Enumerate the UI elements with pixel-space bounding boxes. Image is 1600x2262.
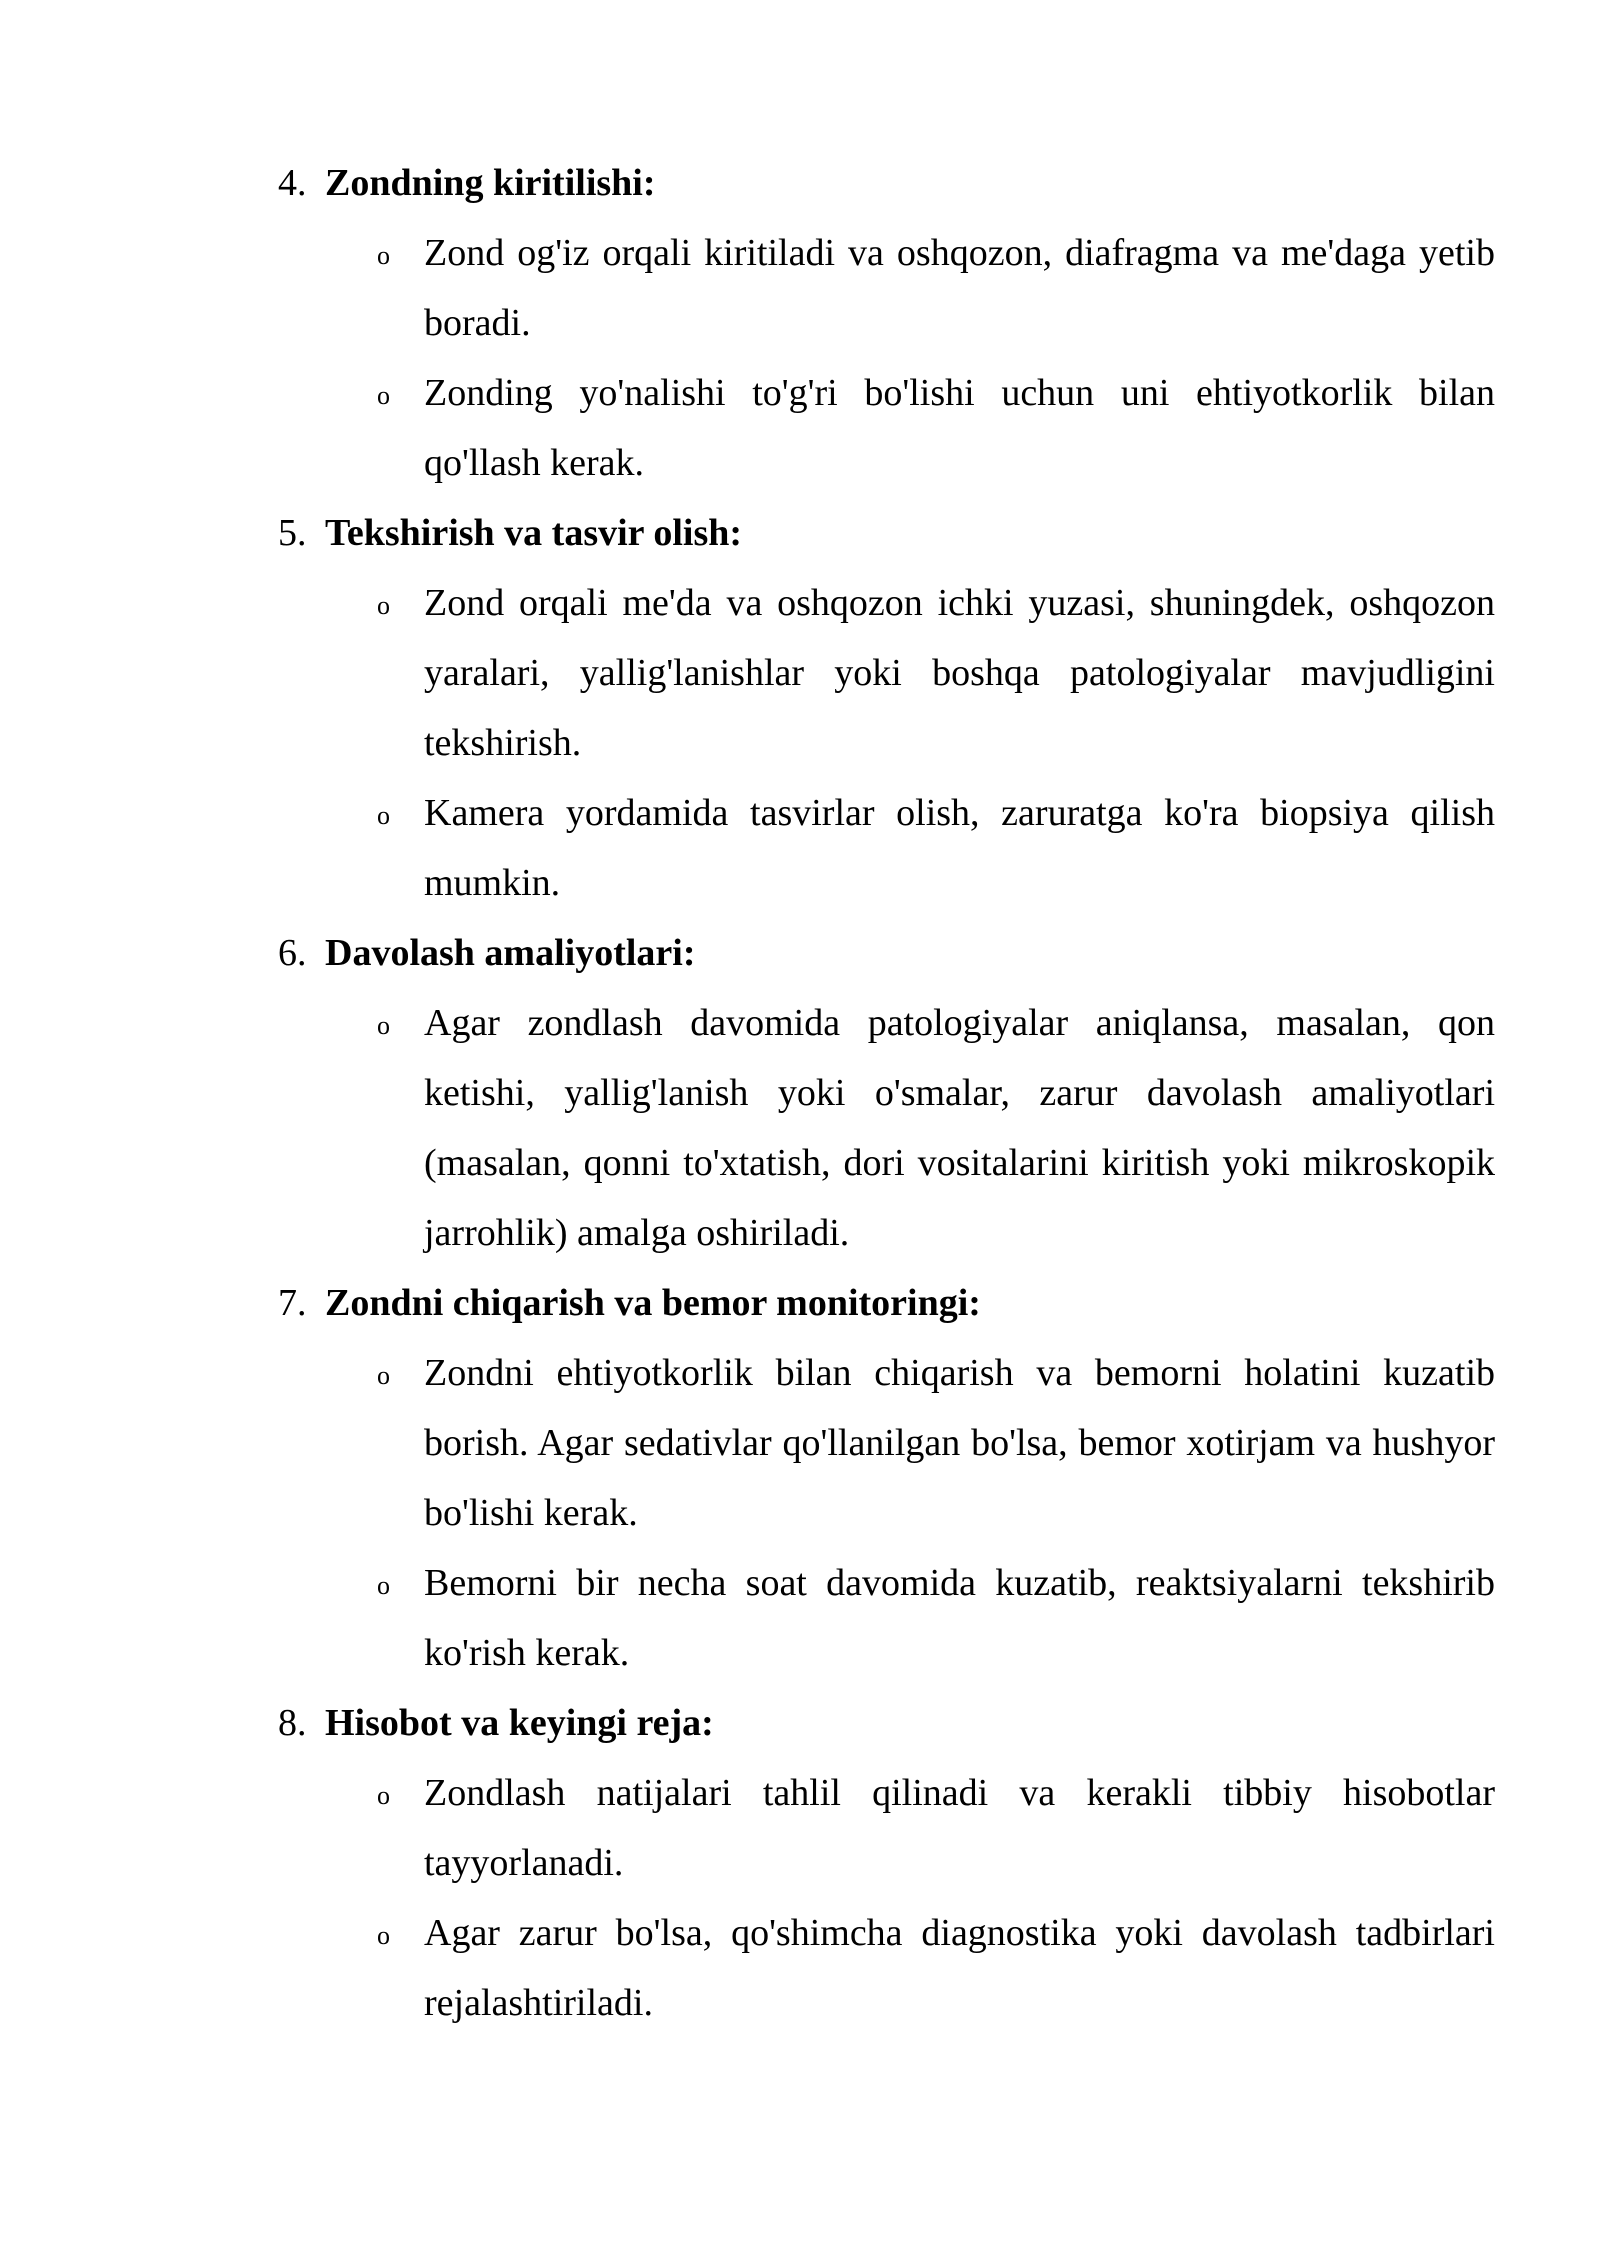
section-6 (0, 918, 1600, 1268)
bullet-marker-icon: o (377, 241, 390, 270)
list-item (377, 358, 1495, 498)
section-4 (0, 148, 1600, 498)
list-item-text: Kamera yordamida tasvirlar olish, zaruratga ko'ra biopsiya qilish mumkin. (424, 792, 1495, 904)
section-heading (278, 918, 1600, 988)
section-number: 4. (278, 162, 307, 204)
list-item-text: Zond og'iz orqali kiritiladi va oshqozon, diafragma va me'daga yetib boradi. (424, 232, 1495, 344)
list-item (377, 1758, 1495, 1898)
list-item (377, 218, 1495, 358)
section-8 (0, 1688, 1600, 2038)
section-5 (0, 498, 1600, 918)
section-heading (278, 148, 1600, 218)
list-item (377, 1548, 1495, 1688)
bullet-marker-icon: o (377, 1571, 390, 1600)
list-item-text: Agar zondlash davomida patologiyalar aniqlansa, masalan, qon ketishi, yallig'lanish yoki o'smalar, zarur davolash amaliyotlari (masalan, qonni to'xtatish, dori vositalarini kiritish yoki mikroskopik jarrohlik) amalga oshiriladi. (424, 1002, 1495, 1254)
section-number: 7. (278, 1282, 307, 1324)
list-item (377, 1338, 1495, 1548)
bullet-marker-icon: o (377, 381, 390, 410)
section-title: Davolash amaliyotlari: (325, 932, 696, 974)
list-item-text: Zond orqali me'da va oshqozon ichki yuzasi, shuningdek, oshqozon yaralari, yallig'lanishlar yoki boshqa patologiyalar mavjudligini tekshirish. (424, 582, 1495, 764)
section-number: 5. (278, 512, 307, 554)
section-title: Zondning kiritilishi: (325, 162, 656, 204)
list-item-text: Zondni ehtiyotkorlik bilan chiqarish va bemorni holatini kuzatib borish. Agar sedativlar qo'llanilgan bo'lsa, bemor xotirjam va hushyor bo'lishi kerak. (424, 1352, 1495, 1534)
list-item (377, 568, 1495, 778)
section-number: 6. (278, 932, 307, 974)
section-heading (278, 498, 1600, 568)
list-item (377, 778, 1495, 918)
document-page (0, 148, 1600, 2038)
section-7 (0, 1268, 1600, 1688)
bullet-marker-icon: o (377, 1921, 390, 1950)
section-number: 8. (278, 1702, 307, 1744)
bullet-marker-icon: o (377, 1781, 390, 1810)
list-item-text: Agar zarur bo'lsa, qo'shimcha diagnostika yoki davolash tadbirlari rejalashtiriladi. (424, 1912, 1495, 2024)
section-heading (278, 1268, 1600, 1338)
section-title: Tekshirish va tasvir olish: (325, 512, 743, 554)
list-item-text: Zondlash natijalari tahlil qilinadi va kerakli tibbiy hisobotlar tayyorlanadi. (424, 1772, 1495, 1884)
bullet-marker-icon: o (377, 1361, 390, 1390)
list-item (377, 1898, 1495, 2038)
bullet-marker-icon: o (377, 591, 390, 620)
list-item-text: Bemorni bir necha soat davomida kuzatib, reaktsiyalarni tekshirib ko'rish kerak. (424, 1562, 1495, 1674)
section-heading (278, 1688, 1600, 1758)
section-title: Hisobot va keyingi reja: (325, 1702, 714, 1744)
section-title: Zondni chiqarish va bemor monitoringi: (325, 1282, 981, 1324)
list-item (377, 988, 1495, 1268)
bullet-marker-icon: o (377, 801, 390, 830)
bullet-marker-icon: o (377, 1011, 390, 1040)
list-item-text: Zonding yo'nalishi to'g'ri bo'lishi uchun uni ehtiyotkorlik bilan qo'llash kerak. (424, 372, 1495, 484)
